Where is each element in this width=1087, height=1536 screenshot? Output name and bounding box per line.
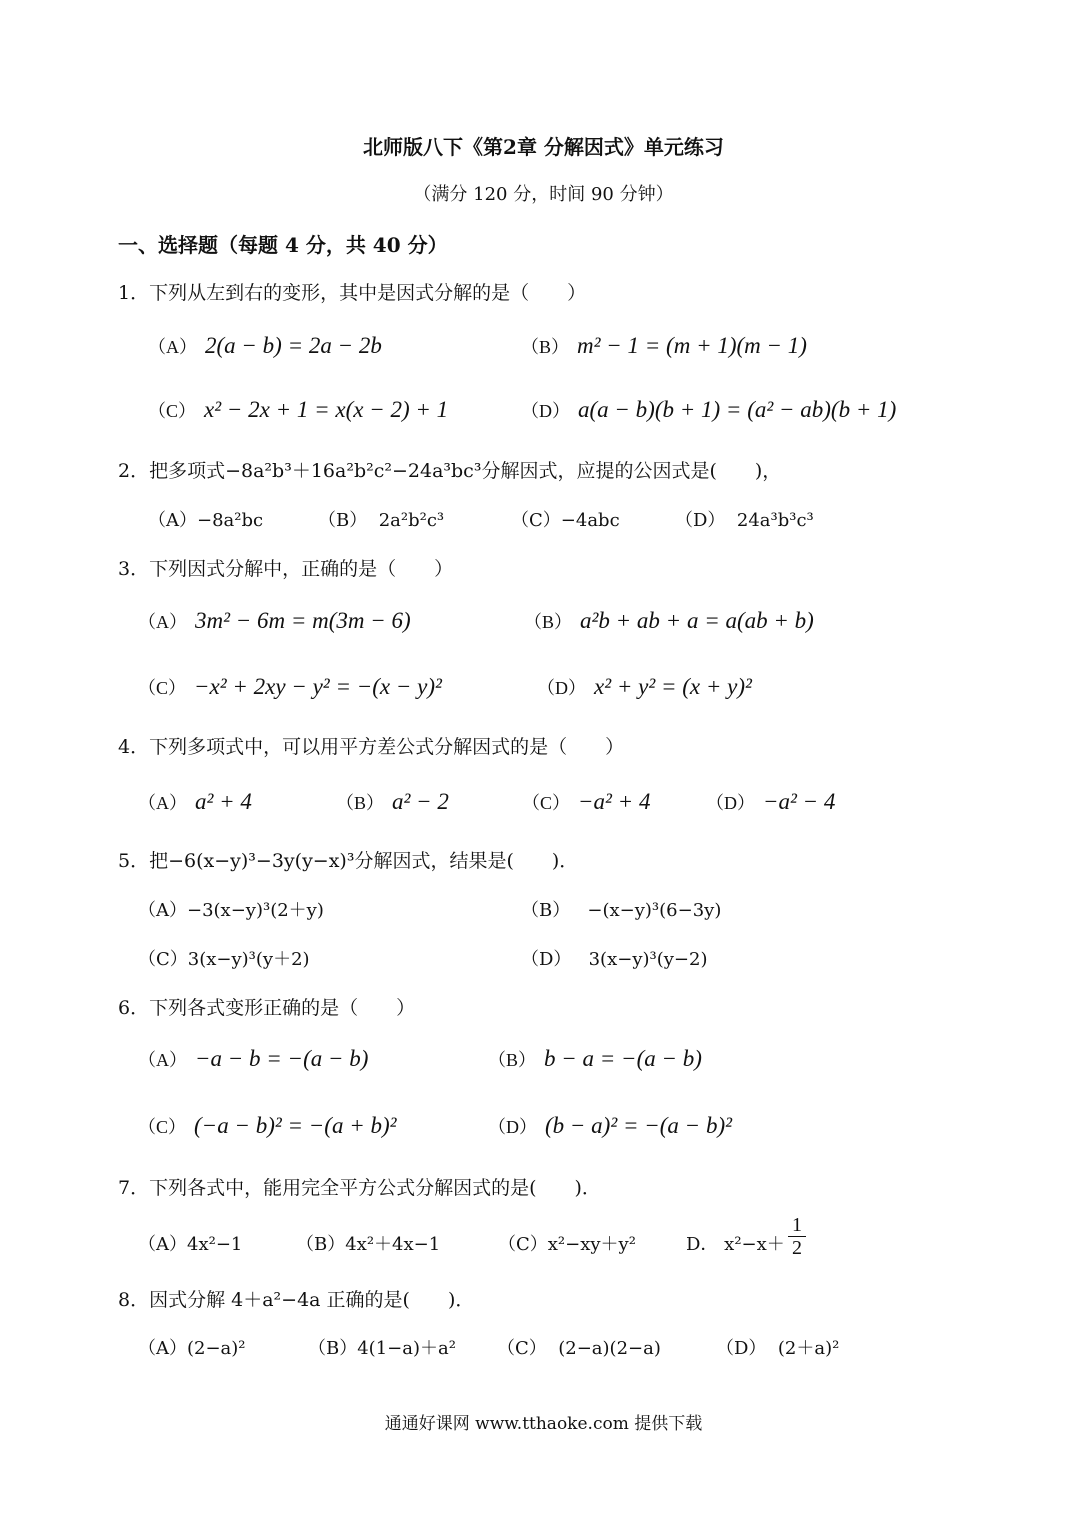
question-stem-3: 3．下列因式分解中，正确的是（ ） [118,558,454,580]
option-5d: （D） 3(x−y)³(y−2) [521,949,708,970]
option-3b: （B） a²b + ab + a = a(ab + b) [524,608,814,633]
question-stem-5: 5．把−6(x−y)³−3y(y−x)³分解因式，结果是( )． [118,850,579,872]
option-1c: （C） x² − 2x + 1 = x(x − 2) + 1 [148,397,449,422]
option-6a: （A） −a − b = −(a − b) [138,1046,369,1071]
option-5c: （C）3(x−y)³(y＋2) [138,949,310,970]
option-3a: （A） 3m² − 6m = m(3m − 6) [138,608,411,633]
question-stem-4: 4．下列多项式中，可以用平方差公式分解因式的是（ ） [118,736,625,758]
option-5b: （B） −(x−y)³(6−3y) [521,900,722,921]
option-2d: （D） 24a³b³c³ [675,510,814,531]
option-2a: （A）−8a²bc [148,510,264,531]
option-3c: （C） −x² + 2xy − y² = −(x − y)² [138,674,442,699]
option-1a: （A） 2(a − b) = 2a − 2b [148,333,382,358]
question-stem-2: 2．把多项式−8a²b³＋16a²b²c²−24a³bc³分解因式，应提的公因式是( )， [118,460,782,482]
option-2c: （C）−4abc [511,510,620,531]
page-subtitle: （满分 120 分，时间 90 分钟） [413,184,674,205]
option-6b: （B） b − a = −(a − b) [488,1046,702,1071]
option-8a: （A）(2−a)² [138,1338,246,1359]
option-6d: （D） (b − a)² = −(a − b)² [488,1113,733,1138]
question-stem-7: 7．下列各式中，能用完全平方公式分解因式的是( )． [118,1177,601,1199]
option-8b: （B）4(1−a)＋a² [308,1338,456,1359]
option-7b: （B）4x²＋4x−1 [296,1234,441,1255]
option-7d: D． x²−x＋ [686,1234,785,1255]
fraction-denominator: 2 [792,1237,802,1259]
fraction-one-half [788,1214,806,1259]
option-6c: （C） (−a − b)² = −(a + b)² [138,1113,397,1138]
option-4a: （A） a² + 4 [138,789,252,814]
page-footer: 通通好课网 www.tthaoke.com 提供下载 [384,1414,703,1434]
option-7c: （C）x²−xy＋y² [498,1234,636,1255]
question-stem-1: 1．下列从左到右的变形，其中是因式分解的是（ ） [118,282,587,304]
question-stem-6: 6．下列各式变形正确的是（ ） [118,997,416,1019]
option-1d: （D） a(a − b)(b + 1) = (a² − ab)(b + 1) [521,397,897,422]
option-4d: （D） −a² − 4 [706,789,836,814]
option-2b: （B） 2a²b²c³ [318,510,445,531]
option-4c: （C） −a² + 4 [522,789,651,814]
fraction-numerator: 1 [788,1214,806,1237]
option-3d: （D） x² + y² = (x + y)² [537,674,752,699]
option-4b: （B） a² − 2 [336,789,449,814]
option-8c: （C） (2−a)(2−a) [497,1338,661,1359]
option-1b: （B） m² − 1 = (m + 1)(m − 1) [521,333,807,358]
option-8d: （D） (2＋a)² [716,1338,840,1359]
page-title: 北师版八下《第2章 分解因式》单元练习 [363,135,724,159]
option-7a: （A）4x²−1 [138,1234,243,1255]
option-5a: （A）−3(x−y)³(2＋y) [138,900,324,921]
section-heading: 一、选择题（每题 4 分，共 40 分） [118,233,448,257]
question-stem-8: 8．因式分解 4＋a²−4a 正确的是( )． [118,1289,475,1311]
